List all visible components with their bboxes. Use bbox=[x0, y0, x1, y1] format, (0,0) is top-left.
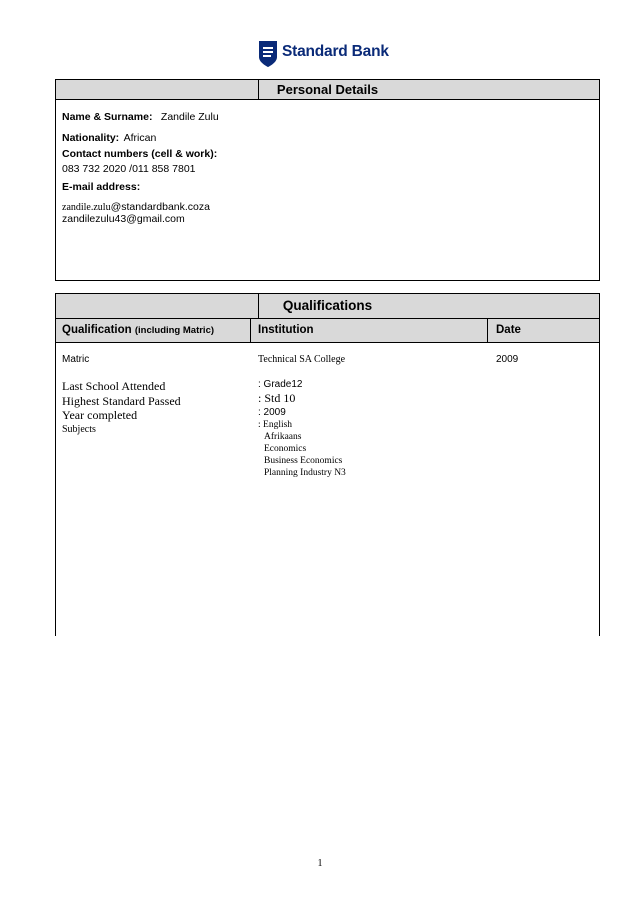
personal-details-title: Personal Details bbox=[276, 82, 379, 97]
shield-logo-icon bbox=[258, 40, 278, 68]
email-1-user: zandile.zulu bbox=[62, 202, 111, 213]
name-row bbox=[62, 107, 219, 125]
table-left-border bbox=[55, 293, 56, 636]
qualifications-title-divider bbox=[55, 318, 600, 319]
nationality-label: Nationality: bbox=[62, 132, 120, 144]
col-qualification bbox=[62, 324, 214, 336]
value-highest-standard: : Std 10 bbox=[258, 391, 296, 405]
nationality-value: African bbox=[123, 132, 157, 144]
subject-item: Afrikaans bbox=[264, 432, 302, 442]
brand-name: Standard Bank bbox=[282, 43, 389, 60]
name-value: Zandile Zulu bbox=[160, 111, 219, 123]
nationality-row bbox=[62, 128, 156, 146]
qualifications-top-border bbox=[55, 293, 600, 294]
col-institution: Institution bbox=[258, 324, 314, 336]
institution-value: Technical SA College bbox=[258, 354, 346, 365]
label-highest-standard: Highest Standard Passed bbox=[62, 393, 181, 408]
subject-item: Planning Industry N3 bbox=[264, 468, 346, 478]
col-date: Date bbox=[496, 324, 521, 336]
title-divider bbox=[258, 294, 259, 318]
email-1-domain: @standardbank.coza bbox=[110, 201, 210, 213]
label-subjects: Subjects bbox=[62, 423, 96, 435]
date-value: 2009 bbox=[496, 354, 519, 365]
table-right-border bbox=[599, 293, 600, 636]
subject-item: Economics bbox=[264, 444, 307, 454]
col-qualification-label: Qualification bbox=[62, 324, 132, 336]
value-subjects-first: : English bbox=[258, 420, 293, 430]
qualifications-colhead-divider bbox=[55, 342, 600, 343]
header-divider bbox=[258, 80, 259, 100]
qualification-value: Matric bbox=[62, 354, 90, 365]
qualifications-title: Qualifications bbox=[282, 298, 373, 313]
subject-item: Business Economics bbox=[264, 456, 343, 466]
col-divider-2 bbox=[487, 318, 488, 342]
col-qualification-note: (including Matric) bbox=[134, 325, 215, 336]
col-divider-1 bbox=[250, 318, 251, 342]
details-labels bbox=[62, 379, 181, 437]
standard-bank-logo bbox=[258, 40, 398, 70]
email-2: zandilezulu43@gmail.com bbox=[62, 213, 185, 225]
contact-label: Contact numbers (cell & work): bbox=[62, 148, 218, 160]
contact-value: 083 732 2020 /011 858 7801 bbox=[62, 163, 196, 175]
value-year-completed: : 2009 bbox=[258, 407, 286, 418]
value-last-school: : Grade12 bbox=[258, 379, 303, 390]
details-values bbox=[258, 379, 346, 479]
email-label: E-mail address: bbox=[62, 181, 141, 193]
page-number: 1 bbox=[317, 858, 323, 869]
name-label: Name & Surname: bbox=[62, 111, 153, 123]
label-last-school: Last School Attended bbox=[62, 379, 166, 393]
label-year-completed: Year completed bbox=[62, 408, 138, 422]
